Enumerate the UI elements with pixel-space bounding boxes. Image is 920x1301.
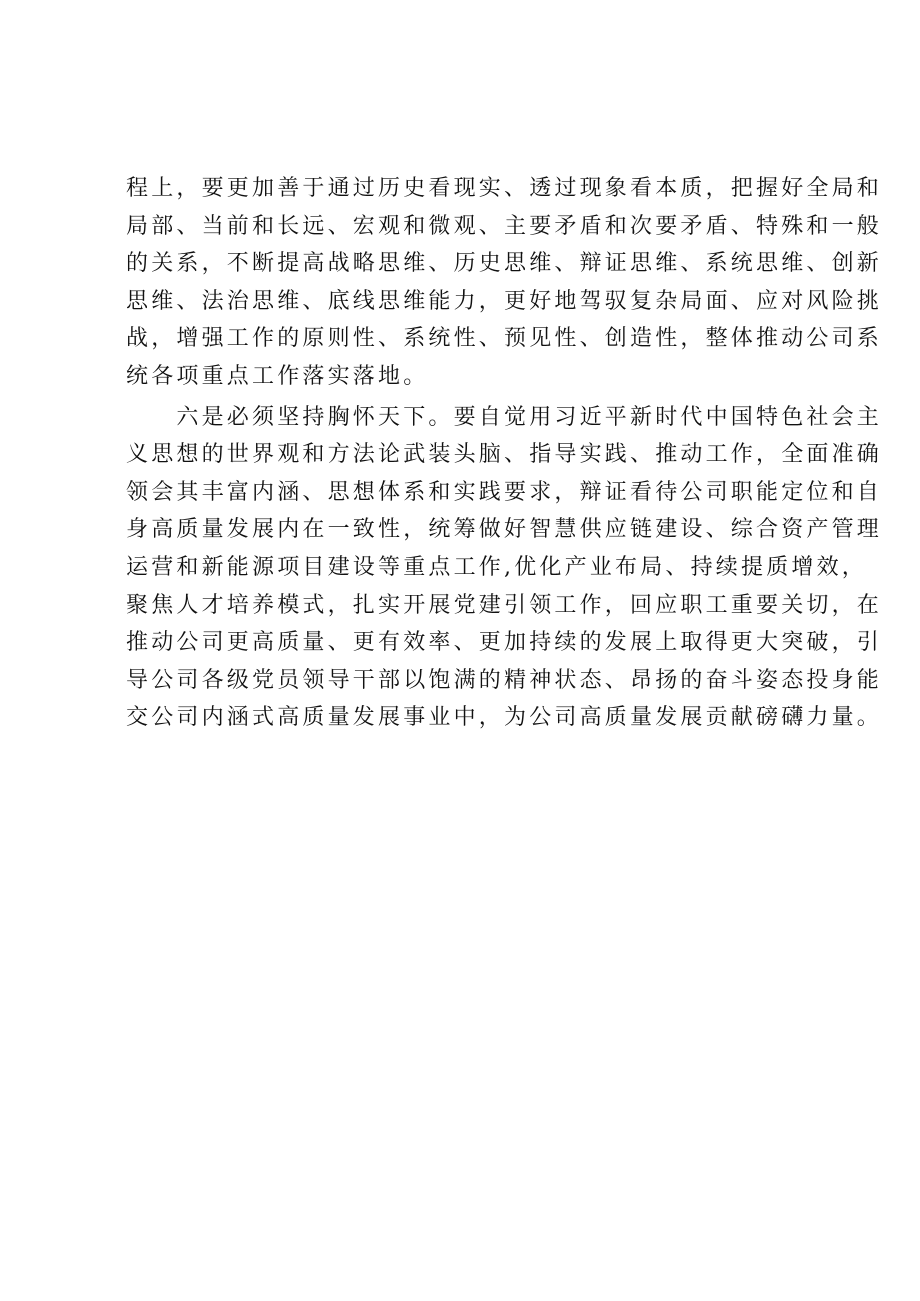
text-line: 交公司内涵式高质量发展事业中，为公司高质量发展贡献磅礴力量。 — [126, 705, 883, 731]
text-line: 领会其丰富内涵、思想体系和实践要求，辩证看待公司职能定位和自 — [126, 479, 883, 505]
text-line: 导公司各级党员领导干部以饱满的精神状态、昂扬的奋斗姿态投身能 — [126, 667, 883, 693]
text-line: 义思想的世界观和方法论武装头脑、指导实践、推动工作，全面准确 — [126, 442, 883, 468]
text-line: 程上，要更加善于通过历史看现实、透过现象看本质，把握好全局和 — [126, 176, 883, 201]
text-line: 身高质量发展内在一致性，统筹做好智慧供应链建设、综合资产管理 — [126, 517, 883, 543]
paragraph-continuation — [126, 170, 883, 396]
paragraph-six — [126, 399, 883, 737]
text-line: 聚焦人才培养模式，扎实开展党建引领工作，回应职工重要关切，在 — [126, 592, 883, 618]
text-line: 战，增强工作的原则性、系统性、预见性、创造性，整体推动公司系 — [126, 326, 883, 352]
text-line: 思维、法治思维、底线思维能力，更好地驾驭复杂局面、应对风险挑 — [126, 288, 883, 314]
text-line: 六是必须坚持胸怀天下。要自觉用习近平新时代中国特色社会主 — [126, 404, 883, 430]
text-line: 统各项重点工作落实落地。 — [126, 363, 429, 389]
text-line: 局部、当前和长远、宏观和微观、主要矛盾和次要矛盾、特殊和一般 — [126, 213, 883, 239]
text-line: 的关系，不断提高战略思维、历史思维、辩证思维、系统思维、创新 — [126, 251, 883, 277]
text-line: 运营和新能源项目建设等重点工作,优化产业布局、持续提质增效， — [126, 554, 867, 580]
document-body — [126, 170, 883, 737]
text-line: 推动公司更高质量、更有效率、更加持续的发展上取得更大突破，引 — [126, 630, 883, 656]
